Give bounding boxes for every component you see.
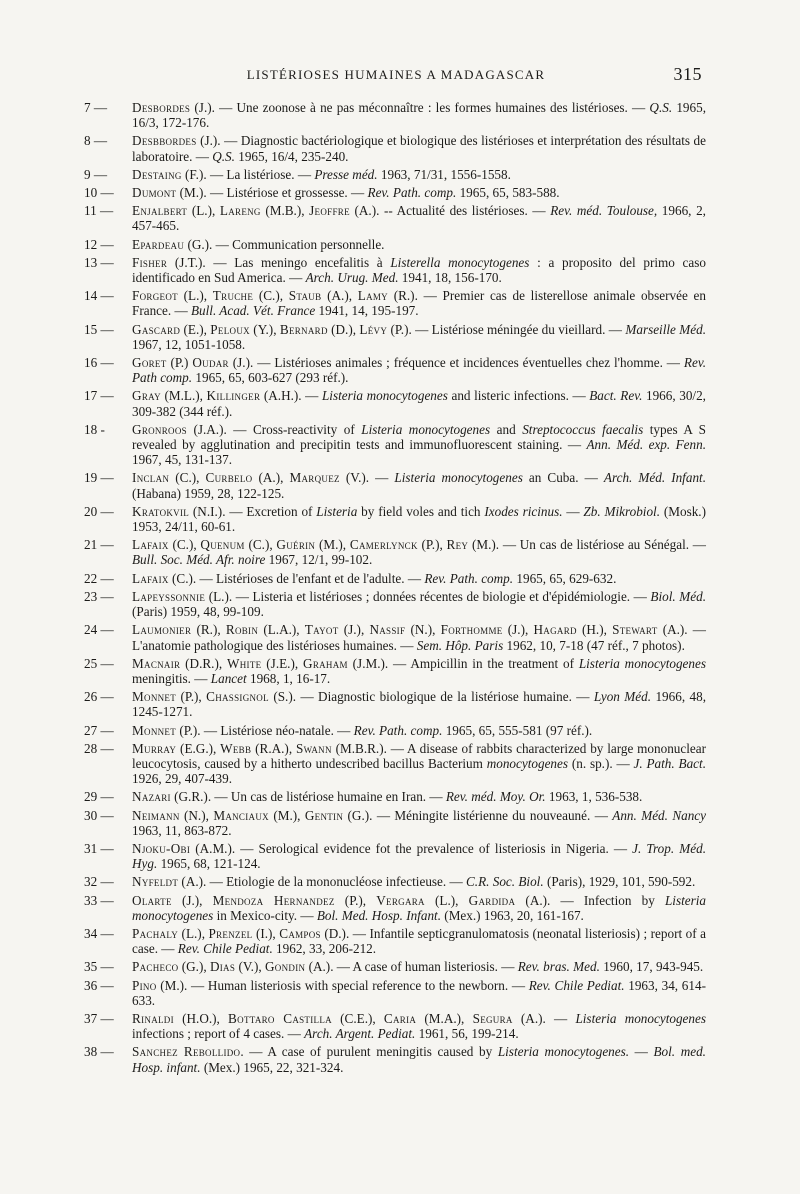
- reference-entry: [84, 133, 706, 163]
- reference-number: 24 —: [84, 622, 114, 638]
- reference-text: Destaing (F.). — La listériose. — Presse méd. 1963, 71/31, 1556-1558.: [132, 166, 511, 182]
- reference-text: Desbordes (J.). — Une zoonose à ne pas méconnaître : les formes humaines des listérioses. — Q.S. 1965, 16/3, 172-176.: [132, 100, 706, 131]
- reference-entry: [84, 978, 706, 1008]
- reference-number: 26 —: [84, 689, 114, 705]
- reference-entry: [84, 789, 706, 804]
- reference-text: Lafaix (C.). — Listérioses de l'enfant et de l'adulte. — Rev. Path. comp. 1965, 65, 629-632.: [132, 570, 617, 586]
- reference-text: Dumont (M.). — Listériose et grossesse. — Rev. Path. comp. 1965, 65, 583-588.: [132, 185, 560, 201]
- reference-text: Nyfeldt (A.). — Etiologie de la mononucléose infectieuse. — C.R. Soc. Biol. (Paris), 1929, 101, 590-592.: [132, 874, 696, 890]
- reference-number: 30 —: [84, 807, 114, 823]
- reference-text: Olarte (J.), Mendoza Hernandez (P.), Vergara (L.), Gardida (A.). — Infection by Listeria monocytogenes in Mexico-city. — Bol. Med. Hosp. Infant. (Mex.) 1963, 20, 161-167.: [132, 892, 707, 923]
- reference-text: Pachaly (L.), Prenzel (I.), Campos (D.). — Infantile septicgranulomatosis (neonatal listeriosis) ; report of a case. — Rev. Chile Pediat. 1962, 33, 206-212.: [132, 925, 707, 957]
- reference-entry: [84, 959, 706, 974]
- reference-number: 15 —: [84, 321, 114, 337]
- reference-text: Sanchez Rebollido. — A case of purulent meningitis caused by Listeria monocytogenes. — Bol. med. Hosp. infant. (Mex.) 1965, 22, 321-324.: [132, 1044, 706, 1075]
- reference-number: 25 —: [84, 655, 114, 671]
- reference-text: Gray (M.L.), Killinger (A.H.). — Listeria monocytogenes and listeric infections. — Bact. Rev. 1966, 30/2, 309-382 (344 réf.).: [132, 388, 706, 419]
- reference-text: Laumonier (R.), Robin (L.A.), Tayot (J.), Nassif (N.), Forthomme (J.), Hagard (H.), Stewart (A.). — L'anatomie pathologique des listérioses humaines. — Sem. Hôp. Paris 1962, 10, 7-18 (47 réf., 7 photos).: [132, 622, 706, 653]
- reference-number: 7 —: [84, 100, 108, 115]
- reference-entry: [84, 926, 706, 956]
- reference-number: 34 —: [84, 925, 114, 941]
- reference-entry: [84, 1044, 706, 1074]
- reference-entry: [84, 656, 706, 686]
- reference-entry: [84, 185, 706, 200]
- reference-number: 11 —: [84, 203, 114, 219]
- reference-number: 32 —: [84, 874, 114, 890]
- reference-number: 21 —: [84, 537, 114, 553]
- reference-number: 36 —: [84, 977, 114, 993]
- reference-number: 22 —: [84, 570, 114, 586]
- reference-text: Forgeot (L.), Truche (C.), Staub (A.), Lamy (R.). — Premier cas de listerellose animale observée en France. — Bull. Acad. Vét. France 1941, 14, 195-197.: [132, 288, 706, 319]
- reference-entry: [84, 355, 706, 385]
- reference-text: Pacheco (G.), Dias (V.), Gondin (A.). — A case of human listeriosis. — Rev. bras. Med. 1960, 17, 943-945.: [132, 959, 704, 975]
- reference-number: 29 —: [84, 789, 114, 805]
- reference-entry: [84, 237, 706, 252]
- reference-text: Pino (M.). — Human listeriosis with special reference to the newborn. — Rev. Chile Pediat. 1963, 34, 614-633.: [132, 977, 706, 1008]
- reference-text: Epardeau (G.). — Communication personnelle.: [132, 236, 385, 252]
- reference-text: Lapeyssonnie (L.). — Listeria et listérioses ; données récentes de biologie et d'épidémiologie. — Biol. Méd. (Paris) 1959, 48, 99-109.: [132, 588, 706, 620]
- reference-text: Monnet (P.), Chassignol (S.). — Diagnostic biologique de la listériose humaine. — Lyon Méd. 1966, 48, 1245-1271.: [132, 689, 707, 720]
- reference-number: 19 —: [84, 470, 114, 486]
- reference-entry: [84, 841, 706, 871]
- reference-text: Monnet (P.). — Listériose néo-natale. — Rev. Path. comp. 1965, 65, 555-581 (97 réf.).: [132, 722, 593, 738]
- reference-text: Gronroos (J.A.). — Cross-reactivity of Listeria monocytogenes and Streptococcus faecalis types A S revealed by agglutination and precipitin tests and immunofluorescent staining. — Ann. Méd. exp. Fenn. 1967, 45, 131-137.: [132, 421, 707, 468]
- reference-number: 9 —: [84, 166, 108, 182]
- reference-entry: [84, 808, 706, 838]
- reference-text: Gascard (E.), Peloux (Y.), Bernard (D.), Lévy (P.). — Listériose méningée du vieillard. — Marseille Méd. 1967, 12, 1051-1058.: [132, 321, 706, 352]
- reference-number: 13 —: [84, 254, 114, 270]
- reference-entry: [84, 622, 706, 652]
- reference-number: 38 —: [84, 1044, 114, 1060]
- reference-entry: [84, 893, 706, 923]
- reference-number: 28 —: [84, 740, 114, 756]
- reference-number: 23 —: [84, 588, 114, 604]
- reference-text: Inclan (C.), Curbelo (A.), Marquez (V.). — Listeria monocytogenes an Cuba. — Arch. Méd. Infant. (Habana) 1959, 28, 122-125.: [132, 470, 706, 501]
- reference-number: 8 —: [84, 133, 108, 149]
- reference-entry: [84, 537, 706, 567]
- page-number: 315: [673, 64, 702, 84]
- reference-text: Kratokvil (N.I.). — Excretion of Listeria by field voles and tich Ixodes ricinus. — Zb. Mikrobiol. (Mosk.) 1953, 24/11, 60-61.: [132, 503, 706, 535]
- reference-entry: [84, 589, 706, 619]
- reference-entry: [84, 741, 706, 787]
- reference-text: Murray (E.G.), Webb (R.A.), Swann (M.B.R.). — A disease of rabbits characterized by large mononuclear leucocytosis, caused by a hitherto undescribed bacillus Bacterium monocytogenes (n. sp.). — J. Path. Bact. 1926, 29, 407-439.: [132, 740, 706, 787]
- reference-number: 33 —: [84, 892, 114, 908]
- reference-entry: [84, 322, 706, 352]
- reference-entry: [84, 422, 706, 468]
- reference-text: Enjalbert (L.), Lareng (M.B.), Jeoffre (A.). -- Actualité des listérioses. — Rev. méd. Toulouse, 1966, 2, 457-465.: [132, 203, 706, 234]
- reference-text: Fisher (J.T.). — Las meningo encefalitis à Listerella monocytogenes : a proposito del primo caso identificado en Sud America. — Arch. Urug. Med. 1941, 18, 156-170.: [132, 254, 706, 286]
- reference-entry: [84, 689, 706, 719]
- running-header: [90, 64, 702, 84]
- reference-number: 37 —: [84, 1010, 114, 1026]
- reference-text: Macnair (D.R.), White (J.E.), Graham (J.M.). — Ampicillin in the treatment of Listeria monocytogenes meningitis. — Lancet 1968, 1, 16-17.: [132, 655, 706, 686]
- reference-list: [84, 100, 706, 1078]
- running-title: LISTÉRIOSES HUMAINES A MADAGASCAR: [246, 67, 546, 82]
- reference-entry: [84, 100, 706, 130]
- reference-entry: [84, 255, 706, 285]
- reference-entry: [84, 167, 706, 182]
- reference-number: 31 —: [84, 840, 114, 856]
- reference-entry: [84, 1011, 706, 1041]
- reference-text: Desbbordes (J.). — Diagnostic bactériologique et biologique des listérioses et interprétation des résultats de laboratoire. — Q.S. 1965, 16/4, 235-240.: [132, 133, 706, 164]
- reference-text: Lafaix (C.), Quenum (C.), Guérin (M.), Camerlynck (P.), Rey (M.). — Un cas de listériose au Sénégal. — Bull. Soc. Méd. Afr. noire 1967, 12/1, 99-102.: [132, 537, 706, 568]
- reference-number: 27 —: [84, 722, 114, 738]
- reference-text: Neimann (N.), Manciaux (M.), Gentin (G.). — Méningite listérienne du nouveauné. — Ann. Méd. Nancy 1963, 11, 863-872.: [132, 807, 707, 838]
- reference-entry: [84, 288, 706, 318]
- reference-number: 14 —: [84, 288, 114, 304]
- reference-text: Nazari (G.R.). — Un cas de listériose humaine en Iran. — Rev. méd. Moy. Or. 1963, 1, 536-538.: [132, 789, 643, 805]
- reference-number: 17 —: [84, 388, 114, 404]
- reference-entry: [84, 504, 706, 534]
- reference-number: 10 —: [84, 185, 114, 201]
- reference-number: 12 —: [84, 236, 114, 252]
- reference-entry: [84, 470, 706, 500]
- reference-entry: [84, 874, 706, 889]
- reference-entry: [84, 203, 706, 233]
- reference-entry: [84, 388, 706, 418]
- reference-number: 20 —: [84, 503, 114, 519]
- reference-entry: [84, 723, 706, 738]
- reference-number: 18 -: [84, 421, 105, 437]
- reference-number: 35 —: [84, 959, 114, 975]
- reference-entry: [84, 571, 706, 586]
- reference-number: 16 —: [84, 355, 114, 371]
- reference-text: Goret (P.) Oudar (J.). — Listérioses animales ; fréquence et incidences éventuelles chez l'homme. — Rev. Path comp. 1965, 65, 603-627 (293 réf.).: [132, 355, 706, 386]
- reference-text: Njoku-Obi (A.M.). — Serological evidence fot the prevalence of listeriosis in Nigeria. — J. Trop. Méd. Hyg. 1965, 68, 121-124.: [132, 840, 706, 872]
- reference-text: Rinaldi (H.O.), Bottaro Castilla (C.E.), Caria (M.A.), Segura (A.). — Listeria monocytogenes infections ; report of 4 cases. — Arch. Argent. Pediat. 1961, 56, 199-214.: [132, 1010, 706, 1042]
